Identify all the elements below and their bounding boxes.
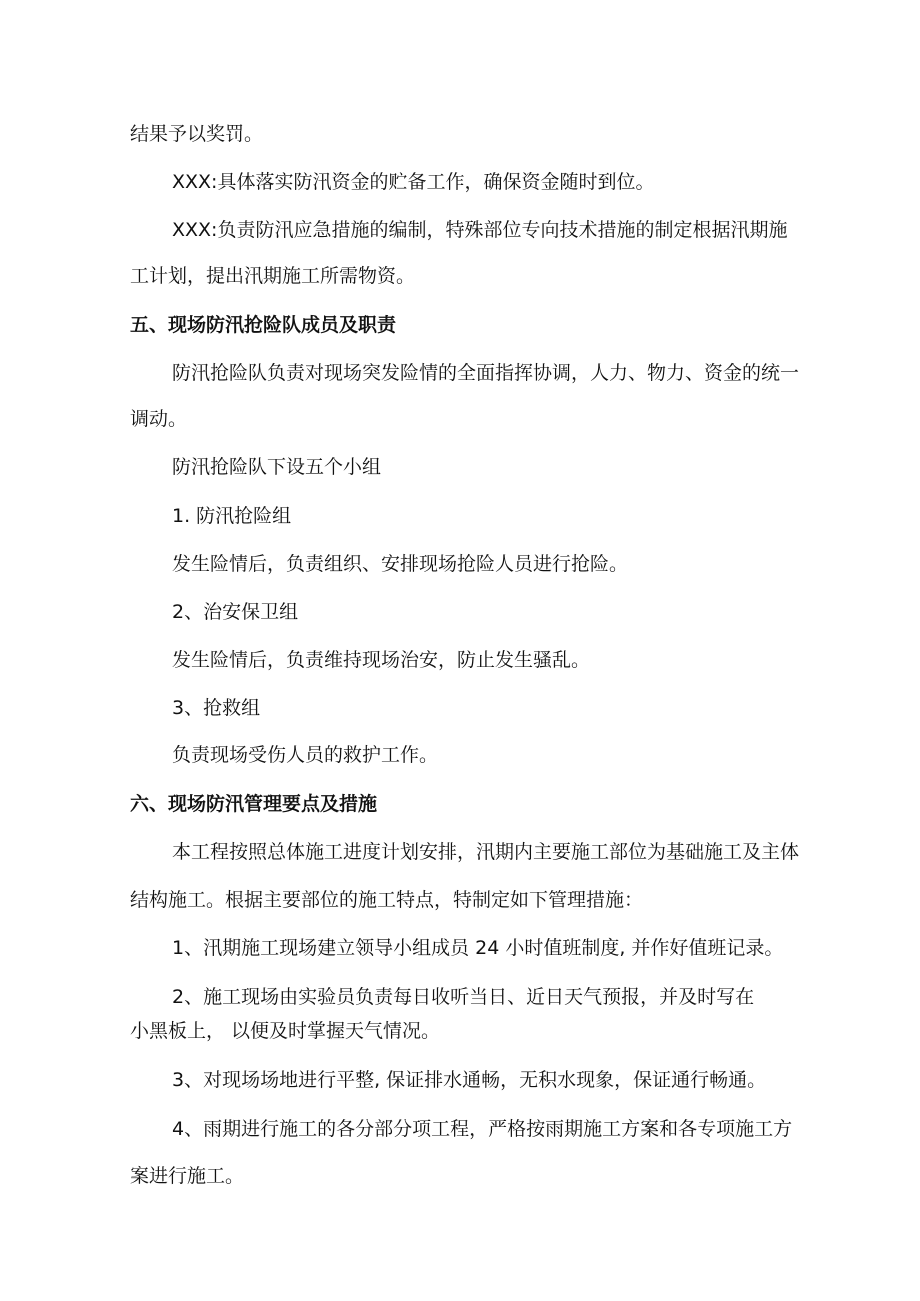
list-item-title: 1. 防汛抢险组	[172, 505, 292, 527]
section-heading: 五、现场防汛抢险队成员及职责	[130, 314, 397, 336]
list-item-continuation: 小黑板上， 以便及时掌握天气情况。	[130, 1020, 441, 1042]
paragraph-line: 防汛抢险队下设五个小组	[172, 456, 382, 478]
list-item: 3、对现场场地进行平整, 保证排水通畅，无积水现象，保证通行畅通。	[172, 1069, 767, 1091]
paragraph-line: 本工程按照总体施工进度计划安排，汛期内主要施工部位为基础施工及主体	[172, 841, 800, 863]
list-item: 4、雨期进行施工的各分部分项工程，严格按雨期施工方案和各专项施工方	[172, 1118, 793, 1140]
list-item-description: 发生险情后，负责组织、安排现场抢险人员进行抢险。	[172, 553, 629, 575]
paragraph-line: 工计划，提出汛期施工所需物资。	[130, 265, 416, 287]
list-item-description: 负责现场受伤人员的救护工作。	[172, 744, 439, 766]
list-item: 2、施工现场由实验员负责每日收听当日、近日天气预报，并及时写在	[172, 986, 755, 1008]
paragraph-line: 结果予以奖罚。	[130, 123, 264, 145]
list-item: 1、汛期施工现场建立领导小组成员 24 小时值班制度, 并作好值班记录。	[172, 937, 784, 959]
list-item-continuation: 案进行施工。	[130, 1165, 245, 1187]
paragraph-line: 结构施工。根据主要部位的施工特点，特制定如下管理措施：	[130, 889, 644, 911]
section-heading: 六、现场防汛管理要点及措施	[130, 793, 378, 815]
list-item-title: 3、抢救组	[172, 697, 261, 719]
paragraph-line: 调动。	[130, 408, 188, 430]
list-item-title: 2、治安保卫组	[172, 601, 299, 623]
list-item-description: 发生险情后，负责维持现场治安，防止发生骚乱。	[172, 649, 591, 671]
paragraph-line: XXX:负责防汛应急措施的编制，特殊部位专向技术措施的制定根据汛期施	[172, 219, 788, 241]
paragraph-line: 防汛抢险队负责对现场突发险情的全面指挥协调，人力、物力、资金的统一	[172, 362, 800, 384]
paragraph-line: XXX:具体落实防汛资金的贮备工作，确保资金随时到位。	[172, 171, 655, 193]
